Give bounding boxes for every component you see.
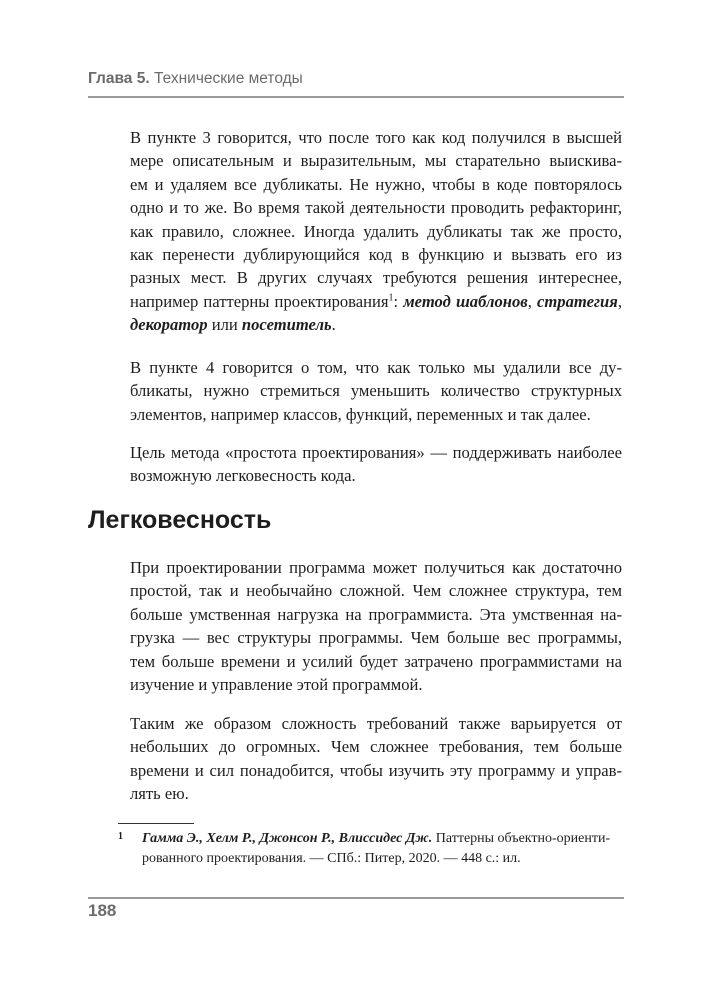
text-line: При проектировании программа может получиться как достаточно <box>130 558 622 577</box>
text-fragment: , <box>527 291 538 311</box>
text-line: одно и то же. Во время такой деятельности проводить рефакторинг, <box>130 198 622 218</box>
running-header <box>88 70 303 88</box>
footnote-line: рованного проектирования. — СПб.: Питер, 2020. — 448 с.: ил. <box>142 851 521 866</box>
footer-divider <box>88 897 624 899</box>
footnote-line <box>142 829 622 849</box>
text-line: грузка — вес структуры программы. Чем больше вес программы, <box>130 628 622 648</box>
chapter-label: Глава 5. <box>88 70 150 87</box>
text-line: мере описательным и выразительным, мы старательно выискива- <box>130 151 622 171</box>
text-line: разных мест. В других случаях требуются решения интереснее, <box>130 268 622 288</box>
footnote <box>118 829 622 869</box>
text-line: лять ею. <box>130 784 189 804</box>
footnote-text <box>142 829 622 869</box>
text-line: элементов, например классов, функций, переменных и так далее. <box>130 404 591 424</box>
text-fragment: например паттерны проектирования <box>130 291 389 311</box>
text-line: В пункте 4 говорится о том, что как только мы удалили все ду- <box>130 358 622 377</box>
text-line: небольших до огромных. Чем сложнее требования, тем больше <box>130 737 622 757</box>
paragraph-2 <box>130 356 622 426</box>
section-heading: Легковесность <box>88 506 272 534</box>
text-line: бликаты, нужно стремиться уменьшить количество структурных <box>130 381 622 401</box>
pattern-name: метод шаблонов <box>403 291 528 311</box>
text-fragment: Паттерны объектно-ориенти- <box>432 831 611 846</box>
footnote-mark: 1 <box>118 831 123 842</box>
text-line: возможную легковесность кода. <box>130 466 356 486</box>
text-line <box>130 313 622 336</box>
text-line: простой, так и необычайно сложной. Чем сложнее структура, тем <box>130 581 622 601</box>
chapter-title: Технические методы <box>153 70 303 87</box>
text-line: больше умственная нагрузка на программиста. Эта умственная на- <box>130 604 622 624</box>
pattern-name: стратегия <box>537 291 618 311</box>
text-line <box>130 290 622 313</box>
text-line: ем и удаляем все дубликаты. Не нужно, чтобы в коде повторялось <box>130 174 622 194</box>
text-line: тем больше времени и усилий будет затрачено программистами на <box>130 651 622 671</box>
text-line: как правило, сложнее. Иногда удалить дубликаты так же просто, <box>130 221 622 241</box>
text-line: изучение и управление этой программой. <box>130 675 423 695</box>
text-fragment: или <box>207 315 242 335</box>
text-fragment: : <box>393 291 404 311</box>
text-line: времени и сил понадобится, чтобы изучить эту программу и управ- <box>130 760 622 780</box>
text-fragment: , <box>617 291 622 311</box>
page-number: 188 <box>88 901 117 920</box>
paragraph-4 <box>130 556 622 696</box>
text-line: как перенести дублирующийся код в функцию и вызвать его из <box>130 245 622 265</box>
footnote-divider <box>118 823 194 824</box>
paragraph-5 <box>130 712 622 806</box>
text-line: Цель метода «простота проектирования» — поддерживать наиболее <box>130 443 622 462</box>
text-fragment: . <box>331 315 336 335</box>
header-divider <box>88 96 624 98</box>
text-line: Таким же образом сложность требований также варьируется от <box>130 714 622 733</box>
pattern-name: декоратор <box>130 315 208 335</box>
paragraph-1 <box>130 126 622 337</box>
paragraph-3 <box>130 441 622 488</box>
footnote-authors: Гамма Э., Хелм Р., Джонсон Р., Влиссидес Дж. <box>142 831 433 846</box>
pattern-name: посетитель <box>241 315 332 335</box>
footnote-ref[interactable]: 1 <box>388 292 394 304</box>
text-line: В пункте 3 говорится, что после того как код получился в высшей <box>130 128 622 147</box>
